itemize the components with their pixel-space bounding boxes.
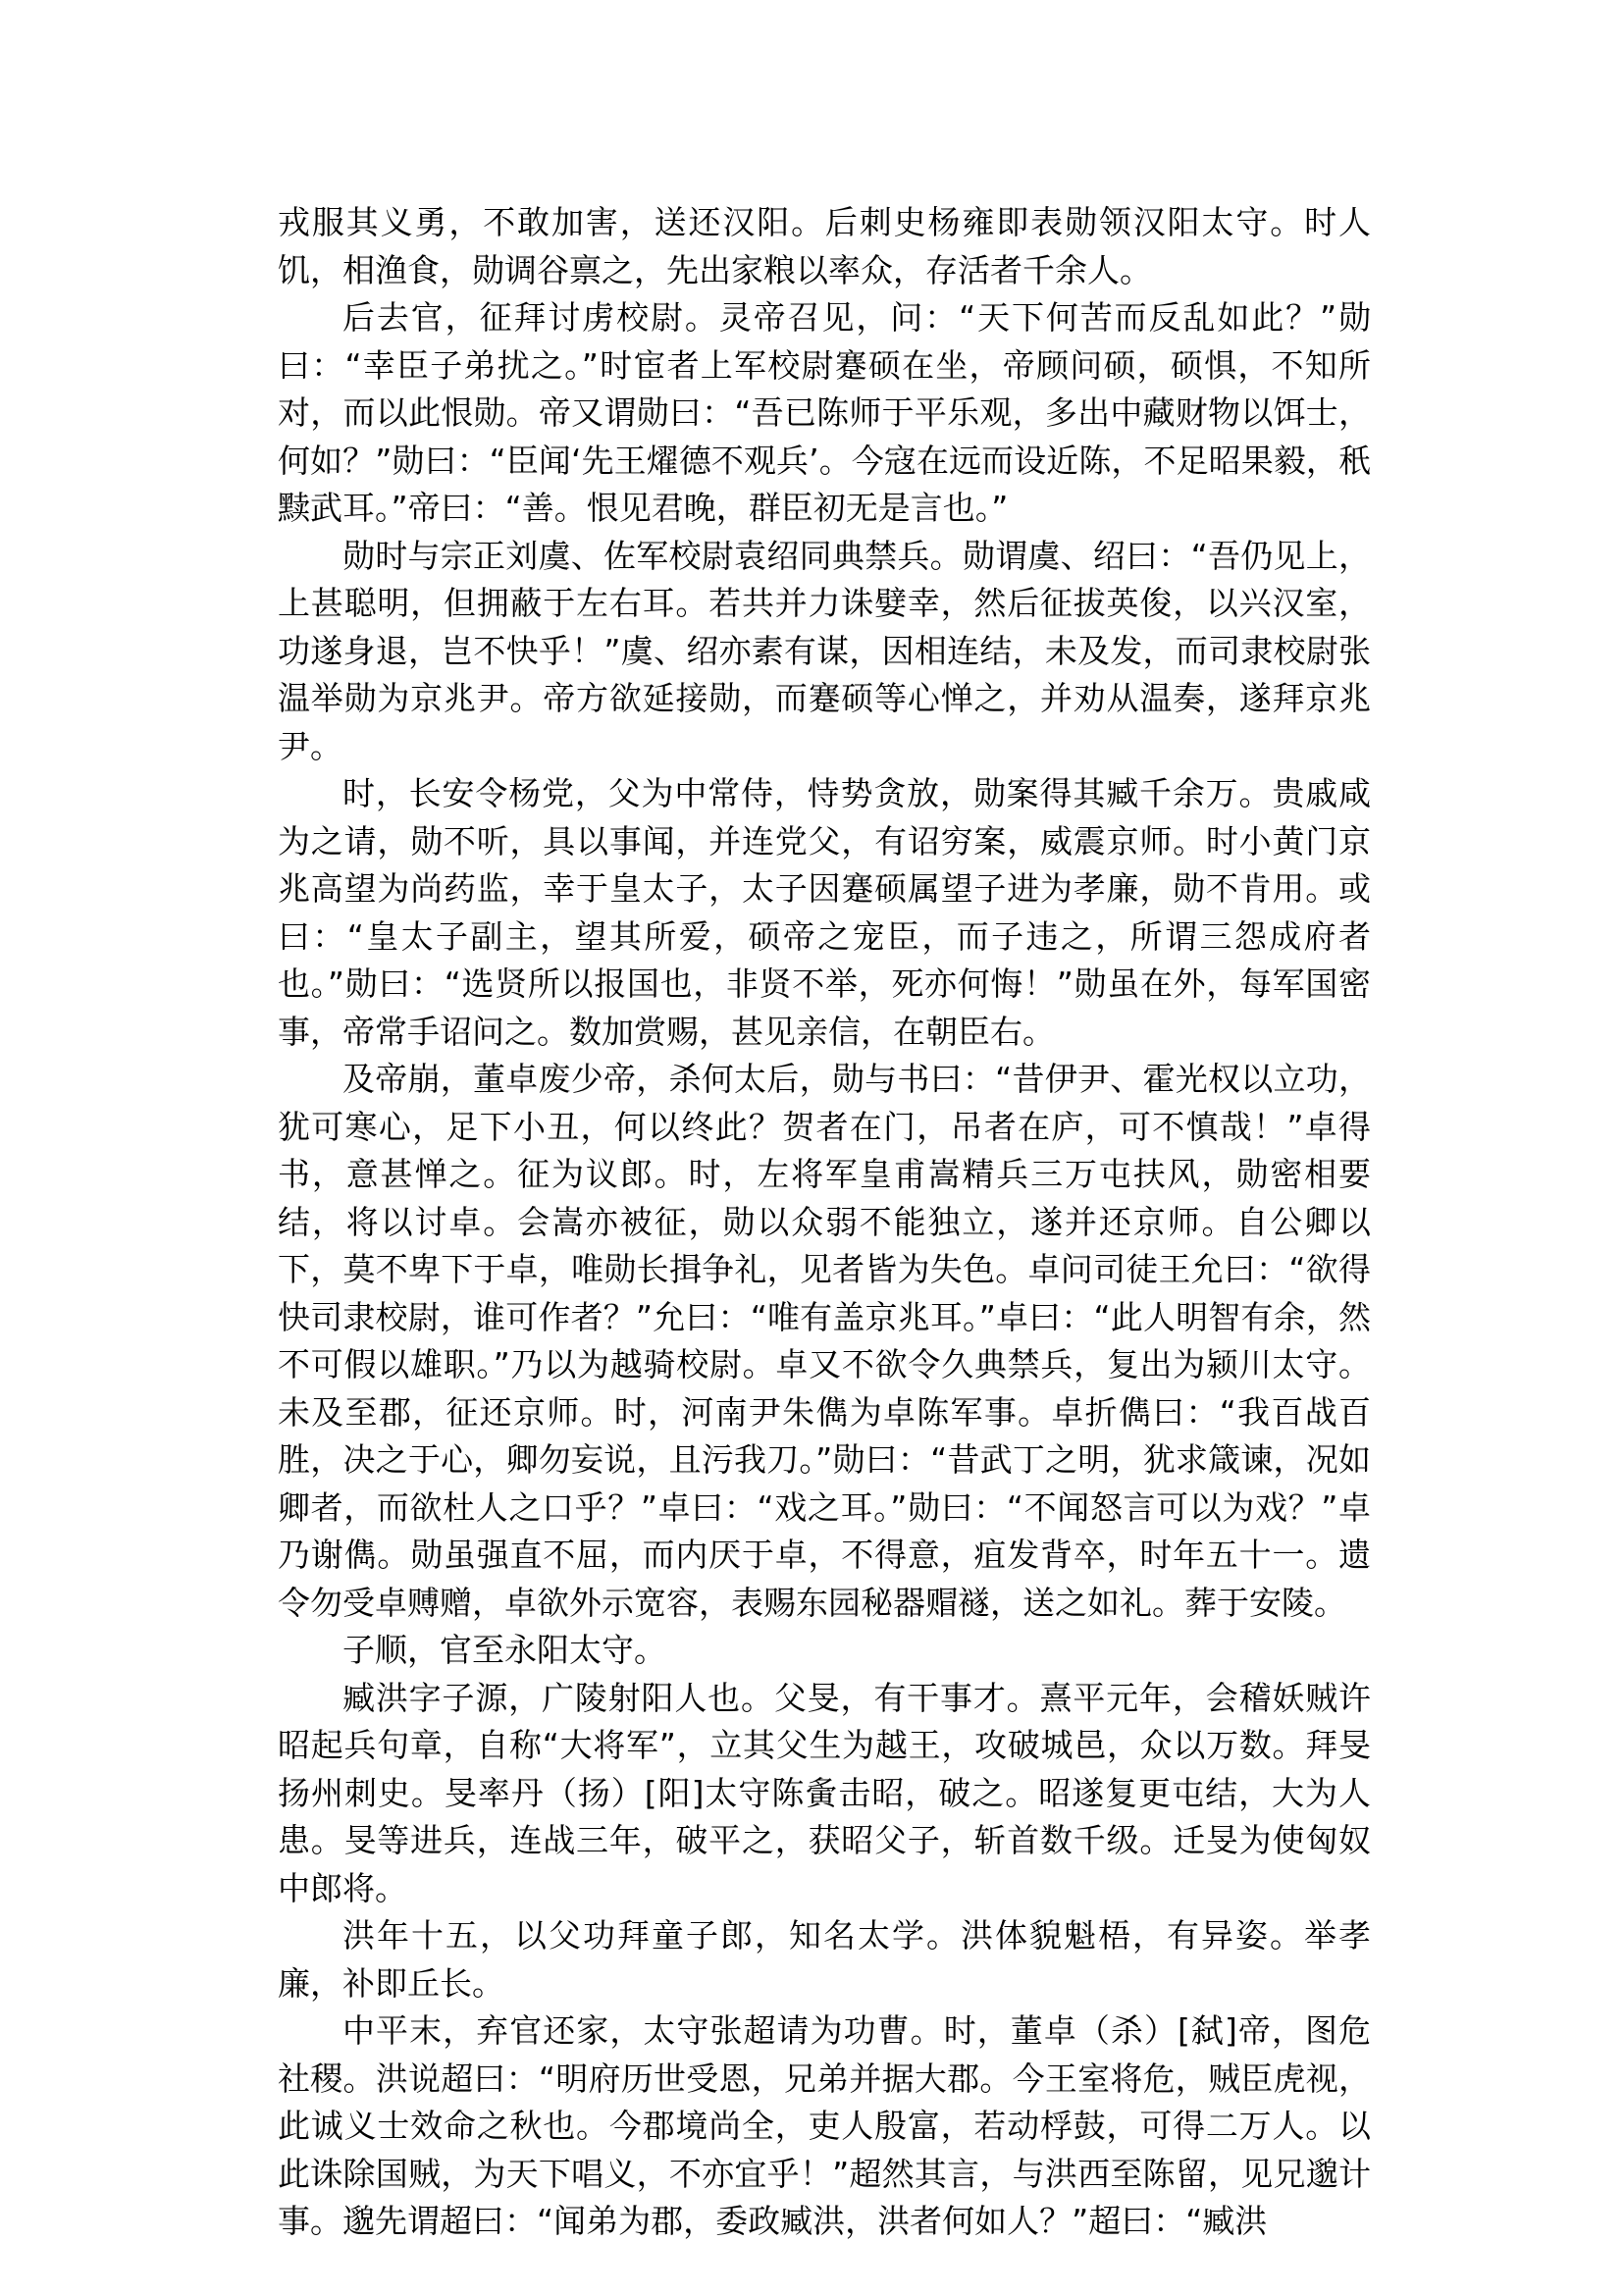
paragraph-8: 洪年十五，以父功拜童子郎，知名太学。洪体貌魁梧，有异姿。举孝廉，补即丘长。 — [278, 1916, 1371, 2003]
paragraph-2: 后去官，征拜讨虏校尉。灵帝召见，问：“天下何苦而反乱如此？”勋曰：“幸臣子弟扰之。”时宦者上军校尉蹇硕在坐，帝顾问硕，硕惧，不知所对，而以此恨勋。帝又谓勋曰：“吾已陈师于平乐观，多出中藏财物以饵士，何如？”勋曰：“臣闻‘先王燿德不观兵’。今寇在远而设近陈，不足昭果毅，秖黩武耳。”帝曰：“善。恨见君晚，群臣初无是言也。” — [278, 298, 1371, 527]
paragraph-5: 及帝崩，董卓废少帝，杀何太后，勋与书曰：“昔伊尹、霍光权以立功，犹可寒心，足下小丑，何以终此？贺者在门，吊者在庐，可不慎哉！”卓得书，意甚惮之。征为议郎。时，左将军皇甫嵩精兵三万屯扶风，勋密相要结，将以讨卓。会嵩亦被征，勋以众弱不能独立，遂并还京师。自公卿以下，莫不卑下于卓，唯勋长揖争礼，见者皆为失色。卓问司徒王允曰：“欲得快司隶校尉，谁可作者？”允曰：“唯有盖京兆耳。”卓曰：“此人明智有余，然不可假以雄职。”乃以为越骑校尉。卓又不欲令久典禁兵，复出为颍川太守。未及至郡，征还京师。时，河南尹朱儁为卓陈军事。卓折儁曰：“我百战百胜，决之于心，卿勿妄说，且污我刀。”勋曰：“昔武丁之明，犹求箴谏，况如卿者，而欲杜人之口乎？”卓曰：“戏之耳。”勋曰：“不闻怒言可以为戏？”卓乃谢儁。勋虽强直不屈，而内厌于卓，不得意，疽发背卒，时年五十一。遗令勿受卓赙赠，卓欲外示宽容，表赐东园秘器赗襚，送之如礼。葬于安陵。 — [278, 1060, 1371, 1622]
paragraph-6: 子顺，官至永阳太守。 — [342, 1631, 666, 1669]
paragraph-7: 臧洪字子源，广陵射阳人也。父旻，有干事才。熹平元年，会稽妖贼许昭起兵句章，自称“大将军”，立其父生为越王，攻破城邑，众以万数。拜旻扬州刺史。旻率丹（扬）[阳]太守陈夤击昭，破之。昭遂复更屯结，大为人患。旻等进兵，连战三年，破平之，获昭父子，斩首数千级。迁旻为使匈奴中郎将。 — [278, 1678, 1371, 1907]
paragraph-3: 勋时与宗正刘虞、佐军校尉袁绍同典禁兵。勋谓虞、绍曰：“吾仍见上，上甚聪明，但拥蔽于左右耳。若共并力诛嬖幸，然后征拔英俊，以兴汉室，功遂身退，岂不快乎！”虞、绍亦素有谋，因相连结，未及发，而司隶校尉张温举勋为京兆尹。帝方欲延接勋，而蹇硕等心惮之，并劝从温奏，遂拜京兆尹。 — [278, 536, 1371, 765]
paragraph-4: 时，长安令杨党，父为中常侍，恃势贪放，勋案得其臧千余万。贵戚咸为之请，勋不听，具以事闻，并连党父，有诏穷案，威震京师。时小黄门京兆高望为尚药监，幸于皇太子，太子因蹇硕属望子进为孝廉，勋不肯用。或曰：“皇太子副主，望其所爱，硕帝之宠臣，而子违之，所谓三怨成府者也。”勋曰：“选贤所以报国也，非贤不举，死亦何悔！”勋虽在外，每军国密事，帝常手诏问之。数加赏赐，甚见亲信，在朝臣右。 — [278, 774, 1371, 1051]
paragraph-1: 戎服其义勇，不敢加害，送还汉阳。后刺史杨雍即表勋领汉阳太守。时人饥，相渔食，勋调谷禀之，先出家粮以率众，存活者千余人。 — [278, 203, 1371, 289]
document-body — [278, 199, 1371, 2246]
paragraph-9: 中平末，弃官还家，太守张超请为功曹。时，董卓（杀）[弑]帝，图危社稷。洪说超曰：“明府历世受恩，兄弟并据大郡。今王室将危，贼臣虎视，此诚义士效命之秋也。今郡境尚全，吏人殷富，若动桴鼓，可得二万人。以此诛除国贼，为天下唱义，不亦宜乎！”超然其言，与洪西至陈留，见兄邈计事。邈先谓超曰：“闻弟为郡，委政臧洪，洪者何如人？”超曰：“臧洪 — [278, 2011, 1371, 2240]
